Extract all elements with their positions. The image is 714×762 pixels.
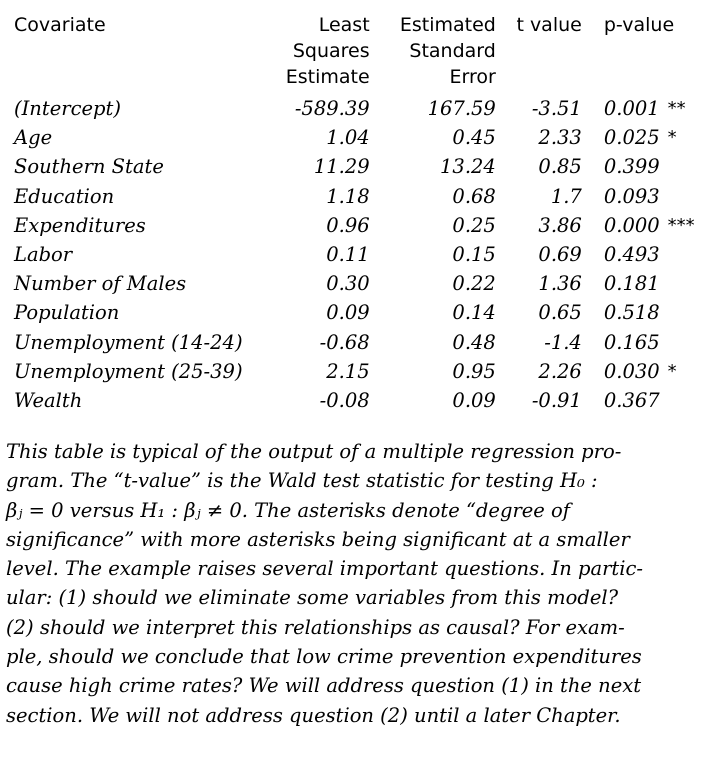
std-error-cell: 0.14 [452,301,496,325]
std-error-cell: 0.68 [452,184,496,208]
header-t-value: t value [516,14,582,36]
table-row [14,269,714,298]
table-row [14,386,714,415]
t-value-cell: 0.85 [538,155,582,179]
p-value-cell: 0.000 [603,213,660,237]
significance-cell [660,386,714,415]
table-caption [6,437,708,730]
covariate-cell: Unemployment (25-39) [14,359,243,383]
caption-line: ple, should we conclude that low crime prevention expenditures [6,645,642,669]
p-value-cell: 0.165 [603,330,660,354]
table-row [14,152,714,181]
caption-line: section. We will not address question (2) until a later Chapter. [6,703,621,727]
significance-cell: * [667,360,677,382]
p-value-cell: 0.001 [603,97,660,120]
p-value-cell: 0.093 [603,184,660,208]
header-p-value: p-value [603,14,675,36]
std-error-cell: 13.24 [440,155,496,179]
table-row [14,357,714,386]
table-row [14,123,714,152]
header-std-error [370,12,496,94]
table-row [14,240,714,269]
p-value-cell: 0.518 [603,301,660,325]
covariate-cell: (Intercept) [14,97,121,120]
header-std-error-line: Standard [409,40,496,62]
header-estimate [267,12,369,94]
t-value-cell: 2.26 [538,359,582,383]
header-std-error-line: Error [449,66,496,88]
caption-line: gram. The “t-value” is the Wald test statistic for testing H₀ : [6,469,598,493]
p-value-cell: 0.025 [603,126,660,150]
covariate-cell: Number of Males [14,272,187,296]
header-std-error-line: Estimated [399,14,496,36]
header-estimate-line: Least [318,14,370,36]
regression-table [14,12,714,415]
std-error-cell: 0.95 [452,359,496,383]
caption-line: βⱼ = 0 versus H₁ : βⱼ ≠ 0. The asterisks denote “degree of [6,498,570,522]
table-row [14,328,714,357]
covariate-cell: Population [14,301,120,325]
p-value-cell: 0.181 [603,272,660,296]
covariate-cell: Education [14,184,115,208]
table-row [14,94,714,123]
std-error-cell: 0.45 [452,126,496,150]
covariate-cell: Expenditures [14,213,146,237]
estimate-cell: 2.15 [326,359,370,383]
t-value-cell: -3.51 [531,97,582,120]
estimate-cell: 0.11 [326,243,370,267]
caption-line: (2) should we interpret this relationships as causal? For exam- [6,615,625,639]
estimate-cell: 1.04 [326,126,370,150]
caption-line: level. The example raises several important questions. In partic- [6,557,643,581]
header-estimate-line: Squares [292,40,370,62]
table-header [14,12,714,94]
covariate-cell: Labor [14,243,73,267]
p-value-cell: 0.399 [603,155,660,179]
significance-cell: *** [667,214,695,236]
header-row [14,12,714,94]
caption-line: cause high crime rates? We will address question (1) in the next [6,674,642,698]
t-value-cell: -1.4 [544,330,582,354]
t-value-cell: 2.33 [538,126,582,150]
estimate-cell: 0.96 [326,213,370,237]
covariate-cell: Age [14,126,53,150]
p-value-cell: 0.493 [603,243,660,267]
std-error-cell: 0.22 [452,272,496,296]
caption-line: ular: (1) should we eliminate some variables from this model? [6,586,619,610]
t-value-cell: 1.7 [550,184,582,208]
header-estimate-line: Estimate [285,66,370,88]
covariate-cell: Unemployment (14-24) [14,330,243,354]
table-body [14,94,714,415]
estimate-cell: 1.18 [326,184,370,208]
t-value-cell: 1.36 [538,272,582,296]
caption-line: significance” with more asterisks being significant at a smaller [6,527,630,551]
covariate-cell: Southern State [14,155,164,179]
header-covariate: Covariate [14,14,106,36]
significance-cell [660,328,714,357]
estimate-cell: 0.09 [326,301,370,325]
t-value-cell: -0.91 [531,389,582,413]
estimate-cell: -0.68 [319,330,370,354]
std-error-cell: 167.59 [427,97,496,120]
significance-cell [660,182,714,211]
caption-line: This table is typical of the output of a multiple regression pro- [6,440,622,463]
std-error-cell: 0.15 [452,243,496,267]
significance-cell [660,298,714,327]
covariate-cell: Wealth [14,389,83,413]
p-value-cell: 0.367 [603,389,660,413]
table-row [14,298,714,327]
significance-cell: * [667,127,677,149]
significance-cell: ** [667,98,686,119]
estimate-cell: -589.39 [294,97,370,120]
significance-cell [660,240,714,269]
estimate-cell: -0.08 [319,389,370,413]
t-value-cell: 3.86 [538,213,582,237]
std-error-cell: 0.48 [452,330,496,354]
p-value-cell: 0.030 [603,359,660,383]
table-row [14,182,714,211]
significance-cell [660,152,714,181]
estimate-cell: 11.29 [313,155,370,179]
t-value-cell: 0.69 [538,243,582,267]
t-value-cell: 0.65 [538,301,582,325]
std-error-cell: 0.25 [452,213,496,237]
std-error-cell: 0.09 [452,389,496,413]
table-row [14,211,714,240]
significance-cell [660,269,714,298]
estimate-cell: 0.30 [326,272,370,296]
